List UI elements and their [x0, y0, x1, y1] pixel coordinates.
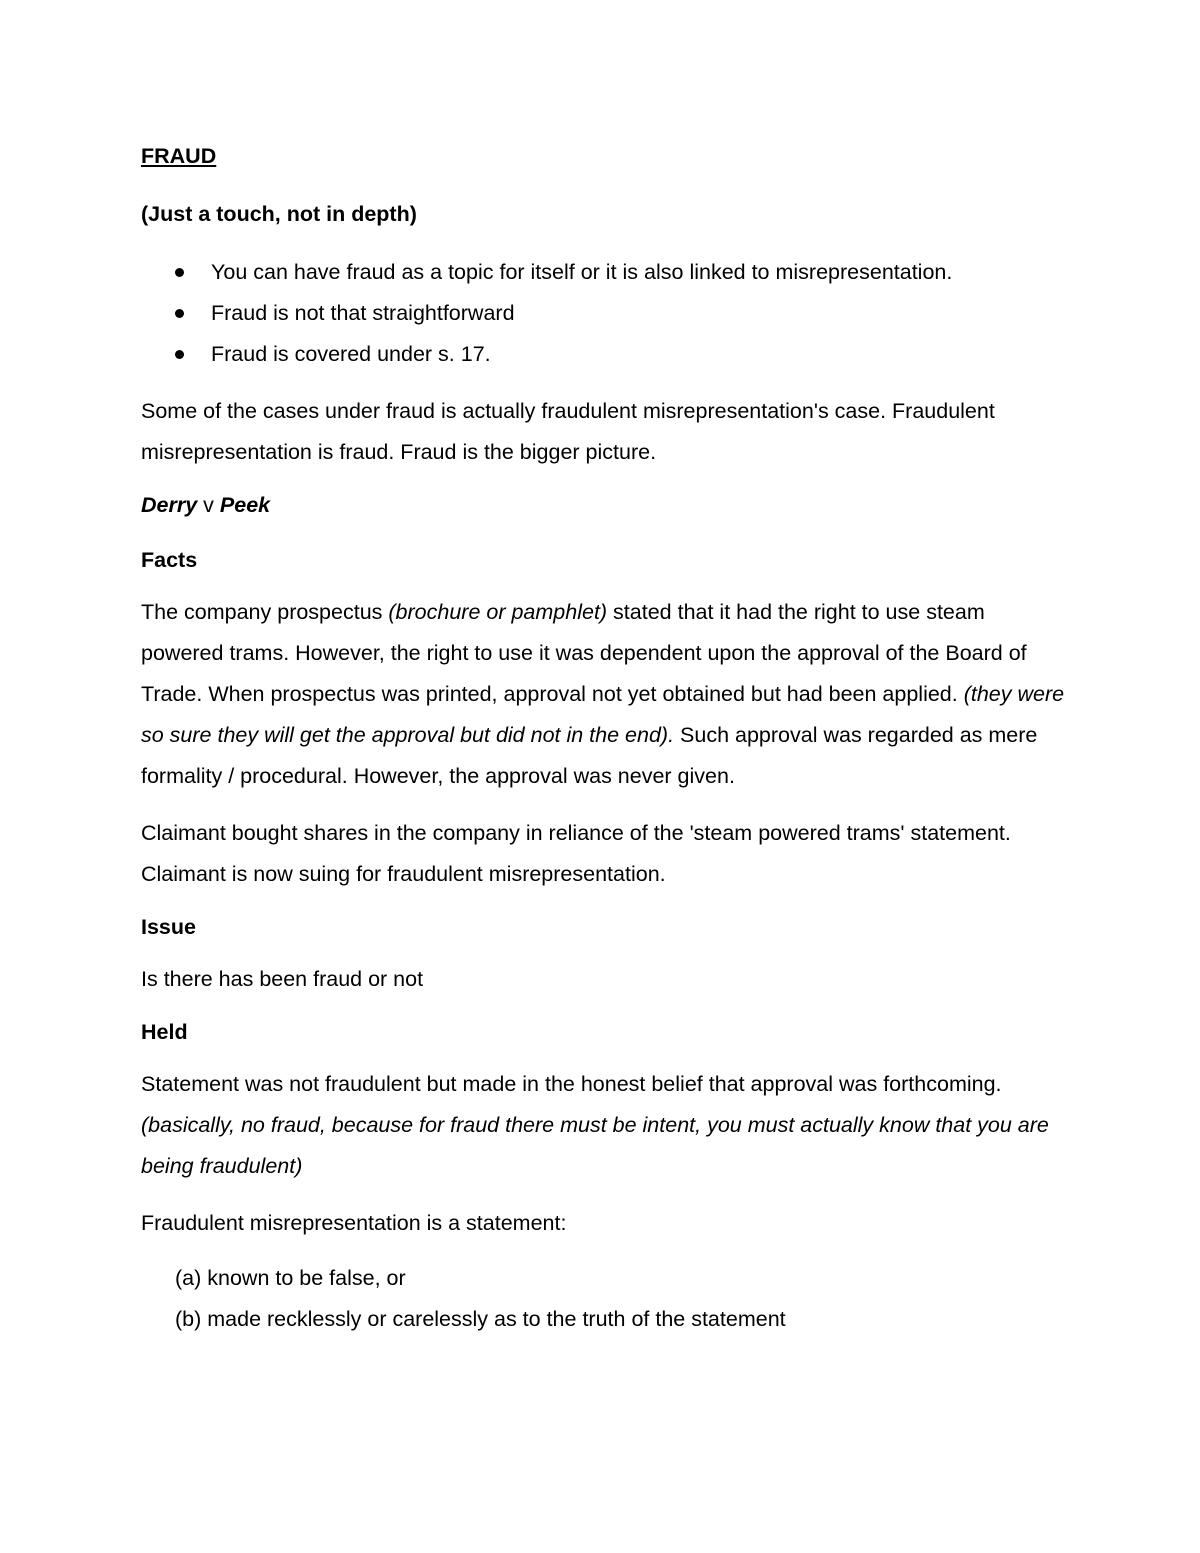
list-item: (b) made recklessly or carelessly as to the truth of the statement [175, 1307, 786, 1331]
list-item: You can have fraud as a topic for itself or it is also linked to misrepresentation. [141, 252, 1071, 293]
facts-paragraph-2: Claimant bought shares in the company in reliance of the 'steam powered trams' statement. Claimant is now suing for fraudulent misrepresentation. [141, 821, 1011, 886]
facts-heading: Facts [141, 548, 198, 572]
definition-intro: Fraudulent misrepresentation is a statement: [141, 1211, 567, 1235]
issue-text: Is there has been fraud or not [141, 967, 424, 991]
list-item: (a) known to be false, or [175, 1266, 406, 1290]
document-body [141, 140, 1071, 1340]
document-title: FRAUD [141, 144, 217, 168]
case-name-heading: Derry v Peek [141, 493, 271, 517]
bullet-icon [175, 268, 184, 277]
list-item: Fraud is not that straightforward [141, 293, 1071, 334]
intro-paragraph: Some of the cases under fraud is actually fraudulent misrepresentation's case. Fraudulent misrepresentation is fraud. Fraud is the bigger picture. [141, 399, 995, 464]
bullet-icon [175, 309, 184, 318]
facts-paragraph-1: The company prospectus (brochure or pamphlet) stated that it had the right to use steam powered trams. However, the right to use it was dependent upon the approval of the Board of Trade. When prospectus was printed, approval not yet obtained but had been applied. (they were so sure they will get the approval but did not in the end). Such approval was regarded as mere formality / procedural. However, the approval was never given. [141, 600, 1065, 788]
issue-heading: Issue [141, 915, 196, 939]
bullet-list [141, 252, 1071, 375]
held-paragraph: Statement was not fraudulent but made in the honest belief that approval was forthcoming. (basically, no fraud, because for fraud there must be intent, you must actually know that you are being fraudulent) [141, 1072, 1049, 1178]
bullet-icon [175, 350, 184, 359]
definition-list [141, 1258, 1071, 1340]
document-subtitle: (Just a touch, not in depth) [141, 202, 417, 226]
held-heading: Held [141, 1020, 188, 1044]
list-item: Fraud is covered under s. 17. [141, 334, 1071, 375]
